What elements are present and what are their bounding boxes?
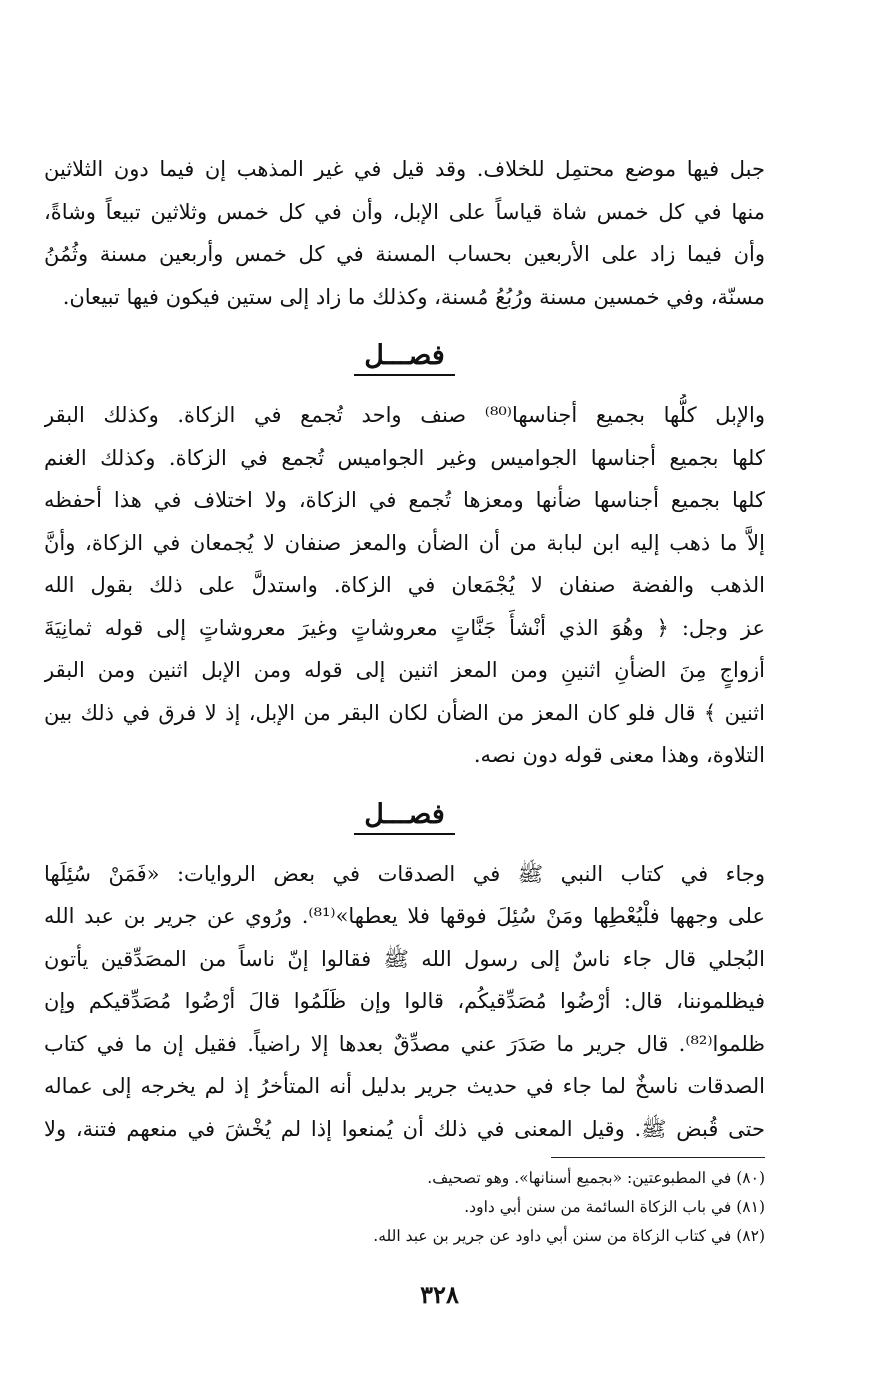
text-line: كلها بجميع أجناسها ضأنها ومعزها تُجمع في الزكاة، ولا اختلاف في هذا أحفظه bbox=[44, 488, 765, 512]
page-body bbox=[44, 148, 765, 1150]
section-heading bbox=[44, 318, 765, 394]
text-line: ظلموا⁽⁸²⁾. قال جرير ما صَدَرَ عني مصدِّقٌ بعدها إلا راضياً. فقيل إن ما في كتاب bbox=[44, 1031, 765, 1056]
text-line: اثنين ﴾ قال فلو كان المعز من الضأن لكان البقر من الإبل، إذ لا فرق في ذلك بين bbox=[44, 700, 765, 725]
footnotes bbox=[115, 1164, 765, 1251]
text-line: حتى قُبض ﷺ. وقيل المعنى في ذلك أن يُمنعوا إذا لم يُخْشَ في منعهم فتنة، ولا bbox=[44, 1116, 765, 1141]
page-number: ٣٢٨ bbox=[420, 1280, 459, 1309]
text-line: التلاوة، وهذا معنى قوله دون نصه. bbox=[473, 743, 765, 767]
text-line: والإبل كلُّها بجميع أجناسها⁽⁸⁰⁾ صنف واحد تُجمع في الزكاة. وكذلك البقر bbox=[44, 403, 765, 427]
text-line: منها في كل خمس شاة قياساً على الإبل، وأن في كل خمس وثلاثين تبيعاً وشاةً، bbox=[44, 199, 765, 224]
footnote: (٨٢) في كتاب الزكاة من سنن أبي داود عن جرير بن عبد الله. bbox=[373, 1227, 765, 1245]
text-line: الصدقات ناسخٌ لما جاء في حديث جرير بدليل أنه المتأخرُ إذ لم يخرجه إلى عماله bbox=[44, 1074, 765, 1098]
section-heading-text: فصـــل bbox=[354, 797, 455, 835]
text-line: الذهب والفضة صنفان لا يُجْمَعان في الزكاة. واستدلَّ على ذلك بقول الله bbox=[44, 573, 765, 597]
text-line: فيظلموننا، قال: أرْضُوا مُصَدِّقيكُم، قالوا وإن ظَلَمُوا قالَ أرْضُوا مُصَدِّقيكم وإن bbox=[44, 989, 765, 1013]
text-line: وأن فيما زاد على الأربعين بحساب المسنة في كل خمس وأربعين مسنة وثُمُنُ bbox=[44, 242, 765, 266]
text-line: أزواجٍ مِنَ الضأنِ اثنينِ ومن المعز اثنين إلى قوله ومن الإبل اثنين ومن البقر bbox=[44, 658, 765, 682]
text-line: مسنّة، وفي خمسين مسنة ورُبُعُ مُسنة، وكذلك ما زاد إلى ستين فيكون فيها تبيعان. bbox=[62, 284, 765, 309]
section-2-paragraph bbox=[44, 853, 765, 1151]
text-line: البُجلي قال جاء ناسٌ إلى رسول الله ﷺ فقالوا إنّ ناساً من المصَدِّقين يأتون bbox=[44, 946, 765, 971]
section-heading-text: فصـــل bbox=[354, 338, 455, 376]
text-line: إلاَّ ما ذهب إليه ابن لبابة من أن الضأن والمعز صنفان لا يُجمعان في الزكاة، وأنَّ bbox=[44, 530, 765, 555]
text-line: وجاء في كتاب النبي ﷺ في الصدقات في بعض الروايات: «فَمَنْ سُئِلَها bbox=[44, 861, 765, 886]
footnote: (٨١) في باب الزكاة السائمة من سنن أبي داود. bbox=[464, 1198, 765, 1216]
text-line: كلها بجميع أجناسها الجواميس وغير الجواميس تُجمع في الزكاة. وكذلك الغنم bbox=[44, 445, 765, 470]
top-paragraph bbox=[44, 148, 765, 318]
section-heading bbox=[44, 777, 765, 853]
footnote-divider bbox=[551, 1157, 765, 1158]
text-line: جبل فيها موضع محتمِل للخلاف. وقد قيل في غير المذهب إن فيما دون الثلاثين bbox=[44, 157, 765, 181]
text-line: عز وجل: ﴿ وهُوَ الذي أنْشأَ جَنَّاتٍ معروشاتٍ وغيرَ معروشاتٍ إلى قوله ثمانِيَةَ bbox=[44, 615, 765, 640]
footnote: (٨٠) في المطبوعتين: «بجميع أسنانها». وهو تصحيف. bbox=[427, 1169, 765, 1187]
text-line: على وجهها فلْيُعْطِها ومَنْ سُئِلَ فوقها فلا يعطها»⁽⁸¹⁾. ورُوي عن جرير بن عبد الله bbox=[44, 904, 765, 928]
section-1-paragraph bbox=[44, 394, 765, 777]
